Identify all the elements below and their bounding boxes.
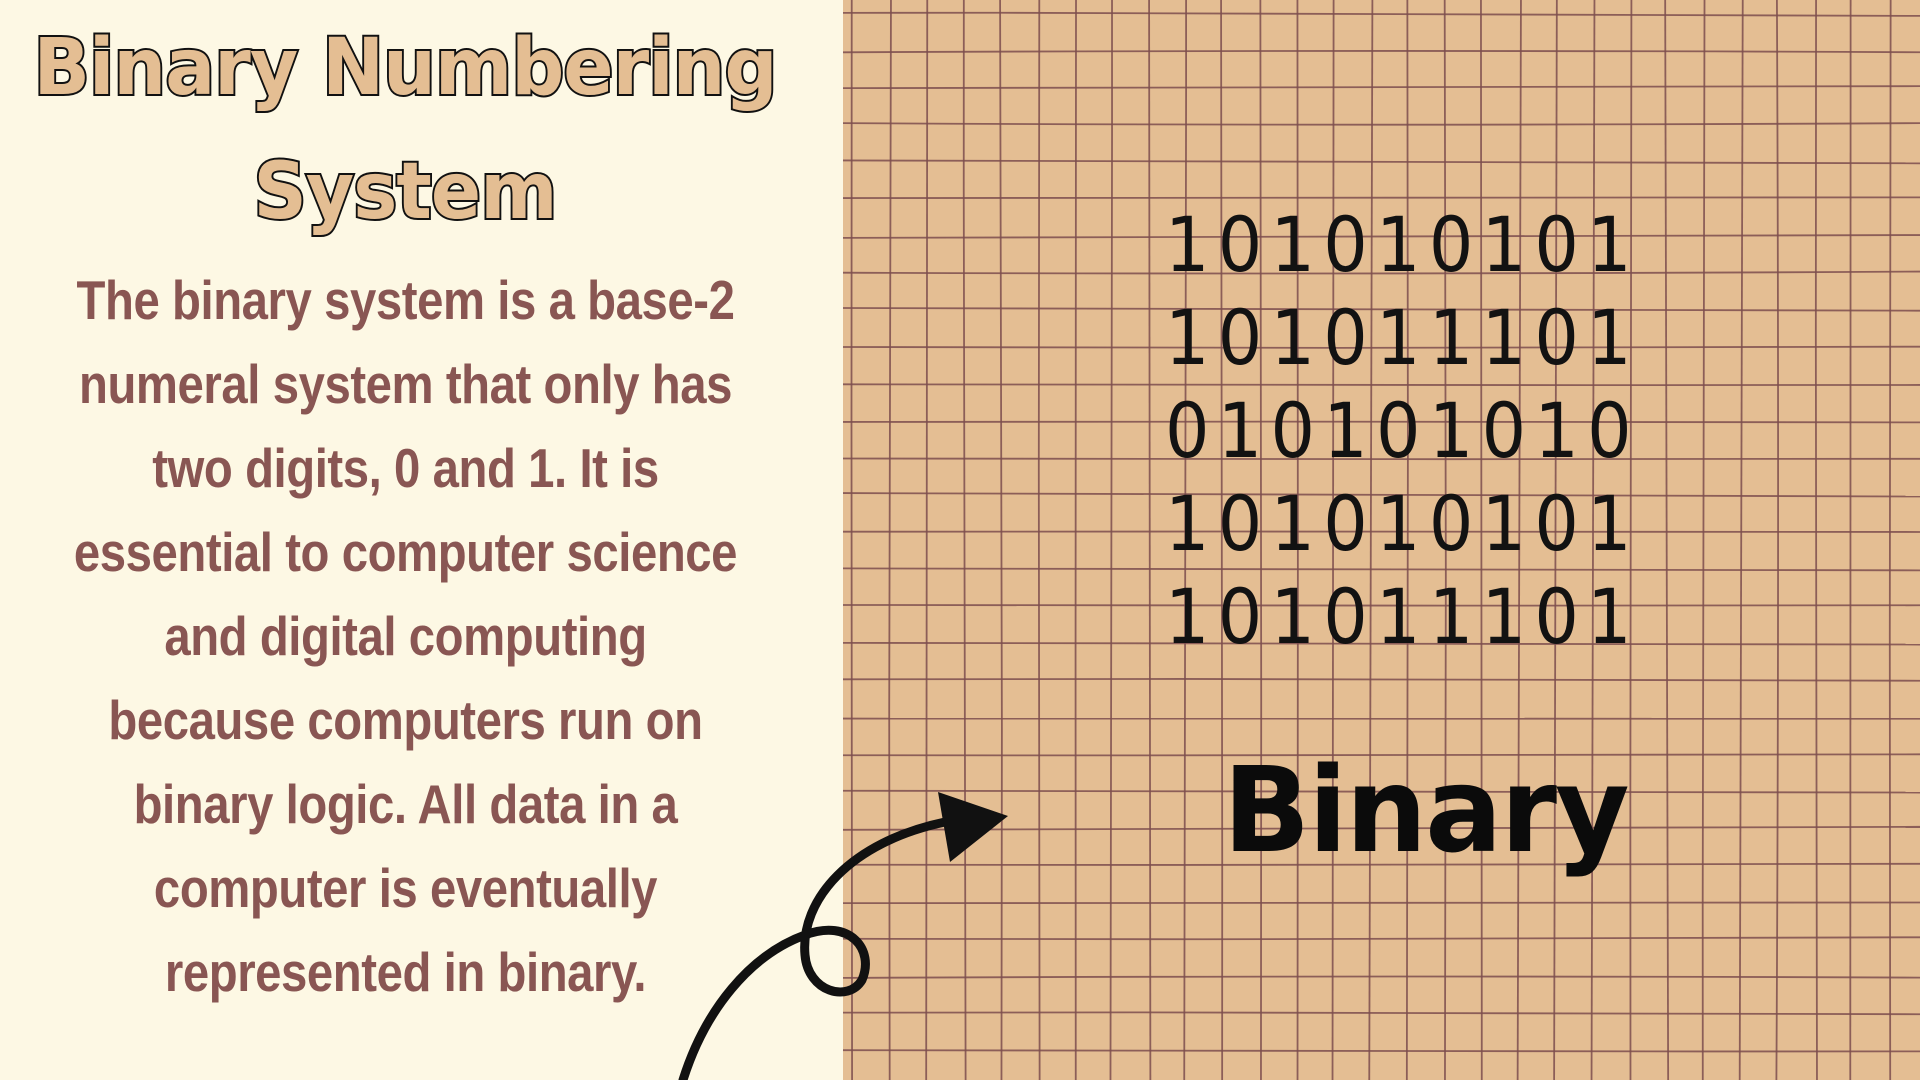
grid-line-vertical <box>1039 0 1040 1080</box>
grid-line-vertical <box>851 0 852 1080</box>
binary-row-1: 101010101 <box>1165 200 1640 289</box>
binary-label: Binary <box>1223 741 1628 879</box>
binary-digits-block <box>1165 198 1665 663</box>
title-line-2: System <box>253 147 557 237</box>
binary-row-4: 101010101 <box>1165 479 1640 568</box>
grid-line-horizontal <box>843 13 1920 16</box>
grid-line-vertical <box>889 0 891 1080</box>
grid-line-horizontal <box>843 679 1920 681</box>
grid-line-horizontal <box>843 1012 1920 1014</box>
grid-line-vertical <box>1000 0 1002 1080</box>
grid-line-horizontal <box>843 160 1920 163</box>
grid-line-vertical <box>1776 0 1778 1080</box>
grid-line-horizontal <box>843 902 1920 903</box>
grid-line-horizontal <box>843 86 1920 88</box>
body-paragraph: The binary system is a base-2 numeral system that only has two digits, 0 and 1. It is essential to computer science and digital computing because computers run on binary logic. All data in a computer is eventually represented in binary. <box>73 269 738 1003</box>
grid-panel <box>843 0 1920 1080</box>
binary-row-5: 101011101 <box>1165 572 1640 661</box>
binary-row-2: 101011101 <box>1165 293 1640 382</box>
grid-line-horizontal <box>843 51 1920 52</box>
grid-line-vertical <box>926 0 927 1080</box>
slide-title <box>20 6 790 254</box>
grid-line-horizontal <box>843 937 1920 939</box>
grid-line-vertical <box>964 0 966 1080</box>
title-line-1: Binary Numbering <box>33 23 777 113</box>
grid-line-horizontal <box>843 123 1920 125</box>
grid-line-vertical <box>1890 0 1891 1080</box>
left-panel <box>0 0 843 1080</box>
binary-row-3: 010101010 <box>1165 386 1640 475</box>
grid-line-horizontal <box>843 1050 1920 1051</box>
grid-line-horizontal <box>843 977 1920 978</box>
grid-line-vertical <box>1816 0 1817 1080</box>
